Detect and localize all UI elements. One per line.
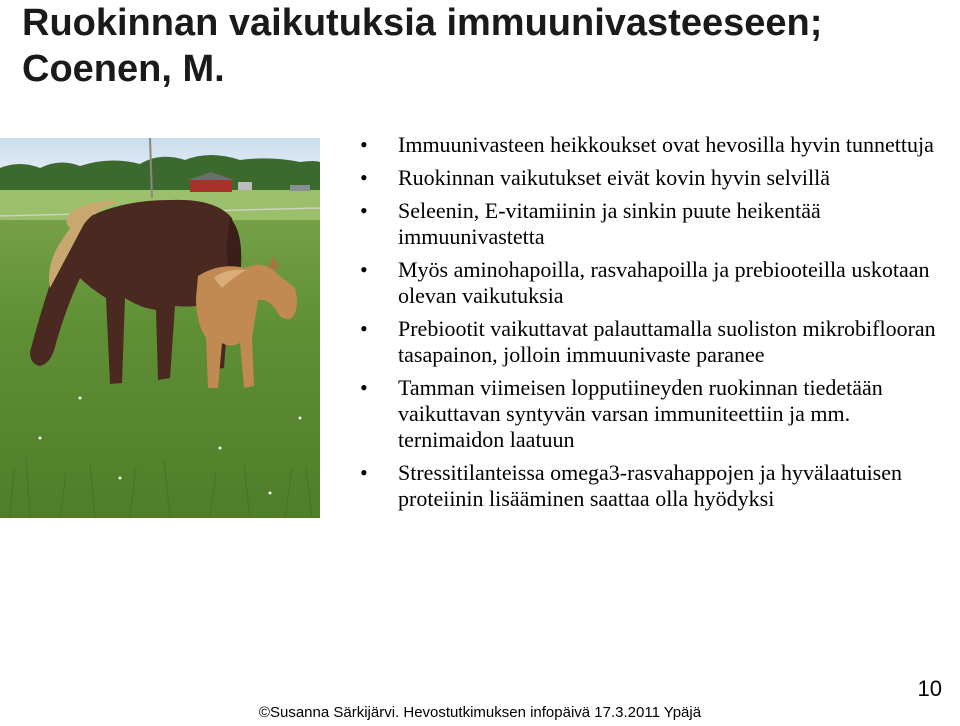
bullet-icon: •	[360, 198, 368, 223]
list-item	[360, 165, 950, 191]
bullet-text: Immuunivasteen heikkoukset ovat hevosilla hyvin tunnettuja	[398, 132, 934, 157]
list-item	[360, 198, 950, 250]
bullet-list	[360, 132, 950, 519]
list-item	[360, 132, 950, 158]
bullet-text: Ruokinnan vaikutukset eivät kovin hyvin selvillä	[398, 165, 830, 190]
bullet-text: Myös aminohapoilla, rasvahapoilla ja prebiooteilla uskotaan olevan vaikutuksia	[398, 257, 930, 308]
bullet-text: Seleenin, E-vitamiinin ja sinkin puute heikentää immuunivastetta	[398, 198, 821, 249]
bullet-icon: •	[360, 375, 368, 400]
horse-mare-and-foal-photo-icon	[0, 138, 320, 518]
slide-title	[22, 0, 942, 92]
bullet-icon: •	[360, 132, 368, 157]
bullet-icon: •	[360, 460, 368, 485]
list-item	[360, 375, 950, 453]
page-number: 10	[917, 676, 942, 701]
title-line-1: Ruokinnan vaikutuksia immuunivasteeseen;	[22, 2, 823, 44]
bullet-text: Tamman viimeisen lopputiineyden ruokinnan tiedetään vaikuttavan syntyvän varsan immuniteettiin ja mm. ternimaidon laatuun	[398, 375, 883, 452]
list-item	[360, 316, 950, 368]
bullet-text: Stressitilanteissa omega3-rasvahappojen ja hyvälaatuisen proteiinin lisääminen saattaa olla hyödyksi	[398, 460, 903, 511]
horse-photo	[0, 138, 320, 518]
title-line-2: Coenen, M.	[22, 48, 225, 90]
bullet-icon: •	[360, 316, 368, 341]
footer-credit: ©Susanna Särkijärvi. Hevostutkimuksen infopäivä 17.3.2011 Ypäjä	[258, 704, 702, 721]
bullet-icon: •	[360, 165, 368, 190]
bullet-icon: •	[360, 257, 368, 282]
list-item	[360, 257, 950, 309]
bullet-text: Prebiootit vaikuttavat palauttamalla suoliston mikrobiflooran tasapainon, jolloin immuunivaste paranee	[398, 316, 936, 367]
list-item	[360, 460, 950, 512]
